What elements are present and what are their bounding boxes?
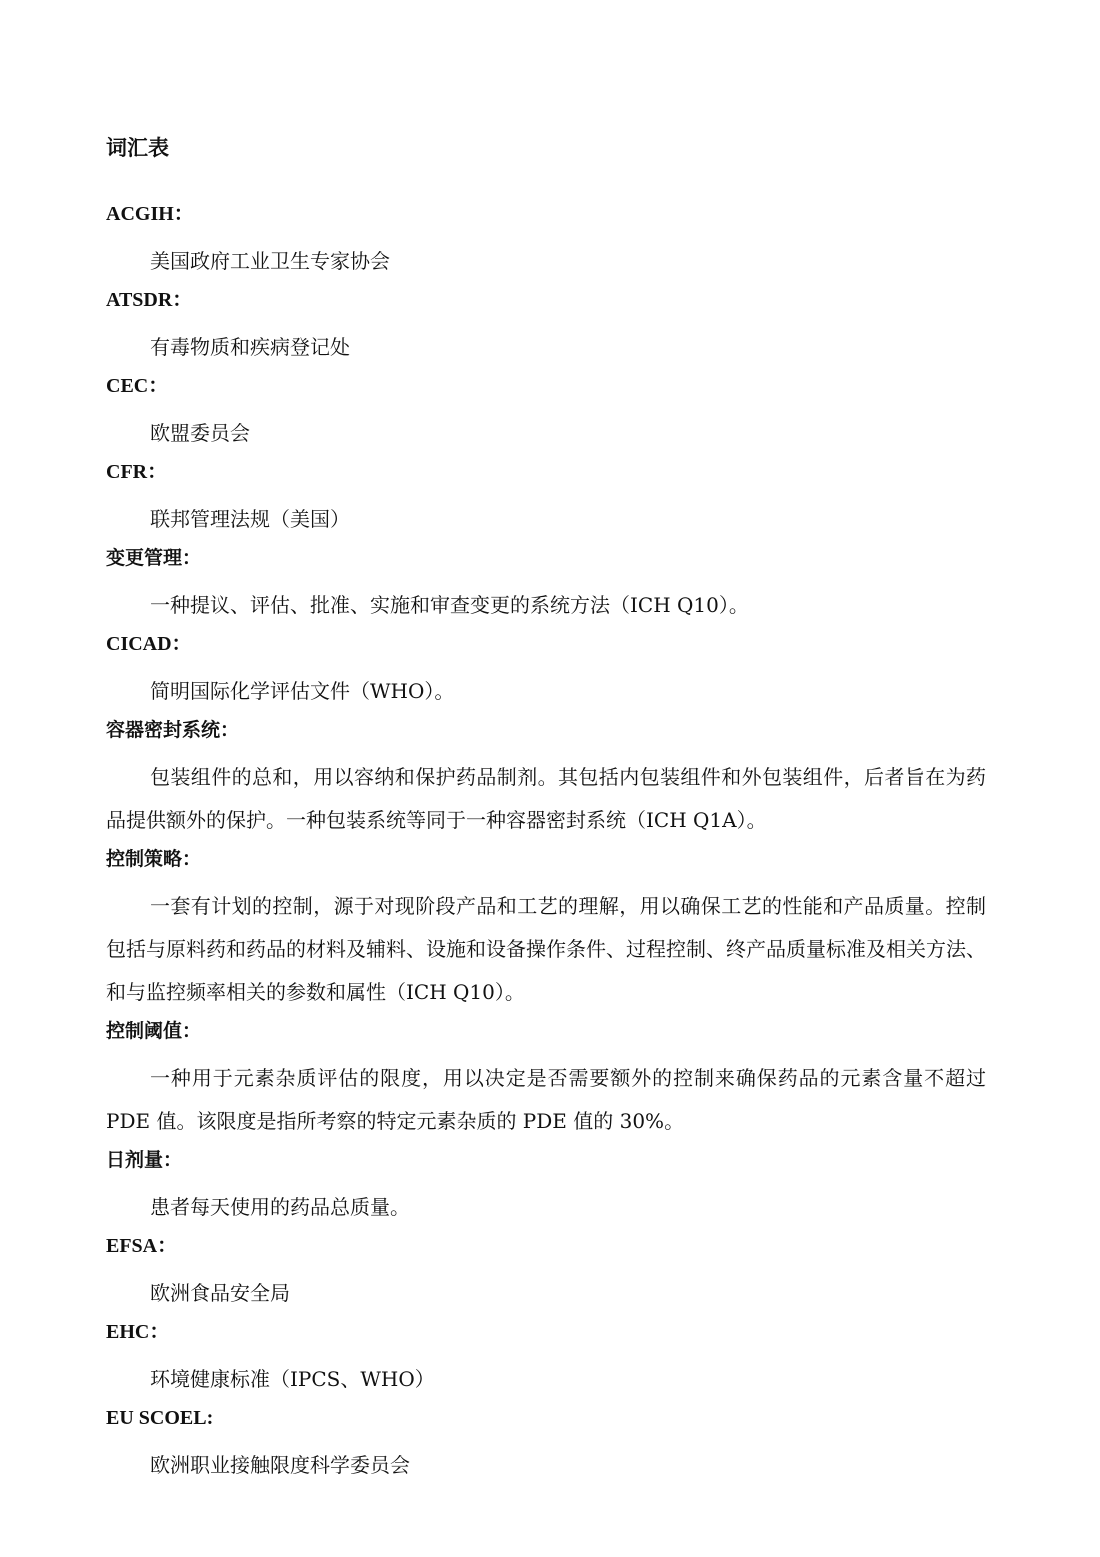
glossary-term: CFR：	[106, 461, 168, 483]
glossary-term: EHC：	[106, 1321, 170, 1343]
glossary-definition: 欧洲职业接触限度科学委员会	[150, 1453, 410, 1477]
glossary-term: 容器密封系统：	[106, 719, 240, 741]
glossary-definition: 一种提议、评估、批准、实施和审查变更的系统方法（ICH Q10）。	[150, 593, 749, 617]
glossary-definition: 环境健康标准（IPCS、WHO）	[150, 1367, 435, 1391]
glossary-term: 日剂量：	[106, 1149, 183, 1171]
glossary-definition: 美国政府工业卫生专家协会	[150, 249, 390, 273]
glossary-term: EU SCOEL:	[106, 1407, 214, 1429]
glossary-term: 控制阈值：	[106, 1020, 202, 1042]
glossary-term: EFSA：	[106, 1235, 178, 1257]
glossary-list	[106, 197, 986, 1487]
glossary-term: 变更管理：	[106, 547, 202, 569]
glossary-definition: 欧盟委员会	[150, 421, 250, 445]
glossary-definition: 患者每天使用的药品总质量。	[150, 1195, 410, 1219]
page-title: 词汇表	[106, 136, 169, 160]
glossary-definition: 包装组件的总和，用以容纳和保护药品制剂。其包括内包装组件和外包装组件，后者旨在为药品提供额外的保护。一种包装系统等同于一种容器密封系统（ICH Q1A）。	[106, 765, 986, 832]
glossary-term: ACGIH：	[106, 203, 194, 225]
glossary-term: ATSDR：	[106, 289, 193, 311]
glossary-definition: 欧洲食品安全局	[150, 1281, 290, 1305]
glossary-definition: 一套有计划的控制，源于对现阶段产品和工艺的理解，用以确保工艺的性能和产品质量。控制包括与原料药和药品的材料及辅料、设施和设备操作条件、过程控制、终产品质量标准及相关方法、和与监控频率相关的参数和属性（ICH Q10）。	[106, 894, 986, 1004]
glossary-term: CEC：	[106, 375, 169, 397]
glossary-definition: 简明国际化学评估文件（WHO）。	[150, 679, 455, 703]
glossary-term: CICAD：	[106, 633, 192, 655]
glossary-definition: 联邦管理法规（美国）	[150, 507, 350, 531]
glossary-definition: 一种用于元素杂质评估的限度，用以决定是否需要额外的控制来确保药品的元素含量不超过 PDE 值。该限度是指所考察的特定元素杂质的 PDE 值的 30%。	[106, 1066, 986, 1133]
glossary-definition: 有毒物质和疾病登记处	[150, 335, 350, 359]
glossary-term: 控制策略：	[106, 848, 202, 870]
